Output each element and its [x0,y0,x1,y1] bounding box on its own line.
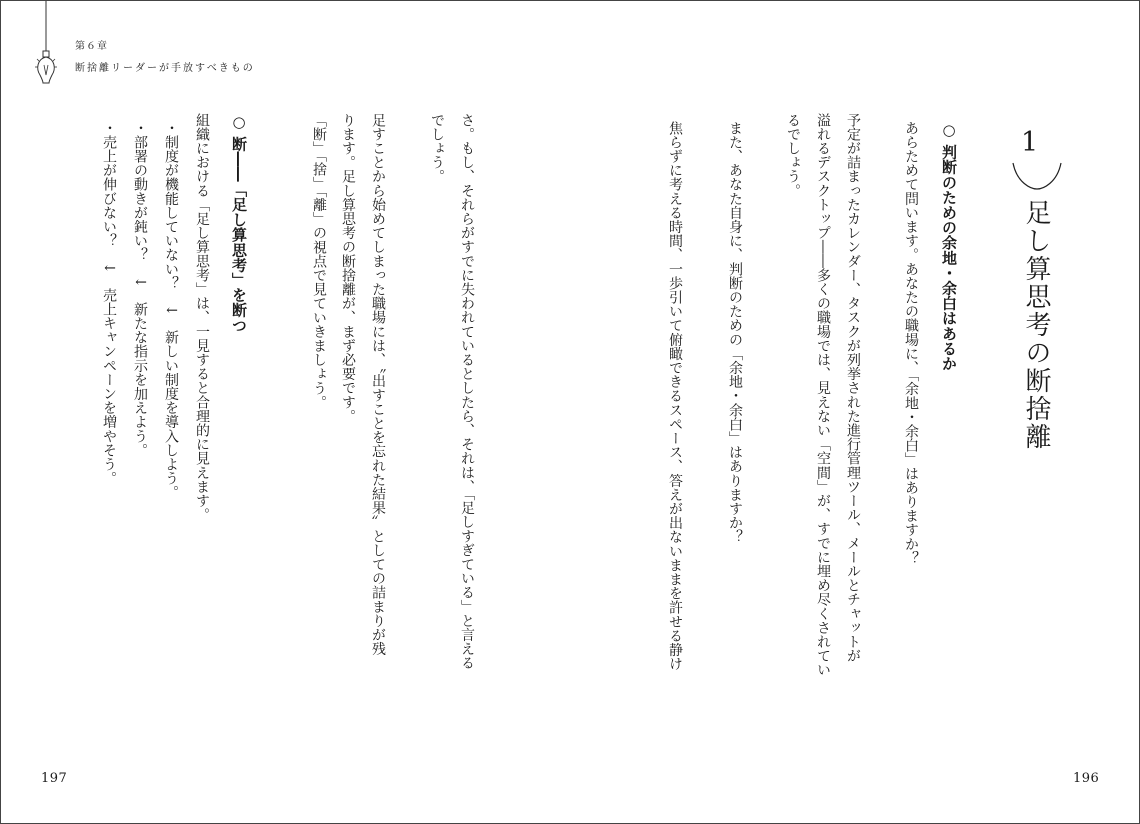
right-p2-line1: また、あなた自身に、判断のための「余地・余白」はありますか？ [727,121,743,544]
left-p3-line1: 足すことから始めてしまった職場には、〝出すことを忘れた結果〟としての詰まりが残 [370,113,386,656]
bullet-item-3: ・売上が伸びない？ ↓ 売上キャンペーンを増やそう。 [101,121,117,486]
right-p1-line3: 溢れるデスクトップ――多くの職場では、見えない「空間」が、すでに埋め尽くされてい [815,113,831,677]
right-p1-line1: あらためて問います。あなたの職場に、「余地・余白」はありますか？ [903,121,919,566]
section-bracket-ornament [1011,161,1063,191]
left-heading: ○ 断――「足し算思考」を断つ [230,113,248,333]
lightbulb-icon [35,1,57,85]
right-heading: ○ 判断のための余地・余白はあるか [940,121,958,371]
right-p1-line2: 予定が詰まったカレンダー、タスクが列挙された進行管理ツール、メールとチャットが [845,113,861,663]
left-p3-line3: 「断」「捨」「離」の視点で見ていきましょう。 [311,113,327,410]
left-pcont-line2: でしょう。 [429,113,445,184]
bullet-item-1: ・制度が機能していない？ ↓ 新しい制度を導入しよう。 [163,121,179,500]
page-number-left: 197 [41,771,68,786]
left-pcont-line1: さ。もし、それらがすでに失われているとしたら、それは、「足しすぎている」と言える [459,113,475,670]
chapter-label: 第６章 [75,41,108,52]
left-p4-line1: 組織における「足し算思考」は、一見すると合理的に見えます。 [194,113,210,522]
section-title: 足し算思考の断捨離 [1021,199,1051,451]
left-p3-line2: ります。足し算思考の断捨離が、まず必要です。 [340,113,356,424]
page-number-right: 196 [1073,771,1100,786]
section-number: 1 [1021,127,1040,158]
right-p1-line4: るでしょう。 [785,113,801,198]
right-p2-line2: 焦らずに考える時間、一歩引いて俯瞰できるスペース、答えが出ないままを許せる静け [667,121,683,671]
chapter-title: 断捨離リーダーが手放すべきもの [75,63,255,74]
bullet-item-2: ・部署の動きが鈍い？ ↓ 新たな指示を加えよう。 [132,121,148,458]
